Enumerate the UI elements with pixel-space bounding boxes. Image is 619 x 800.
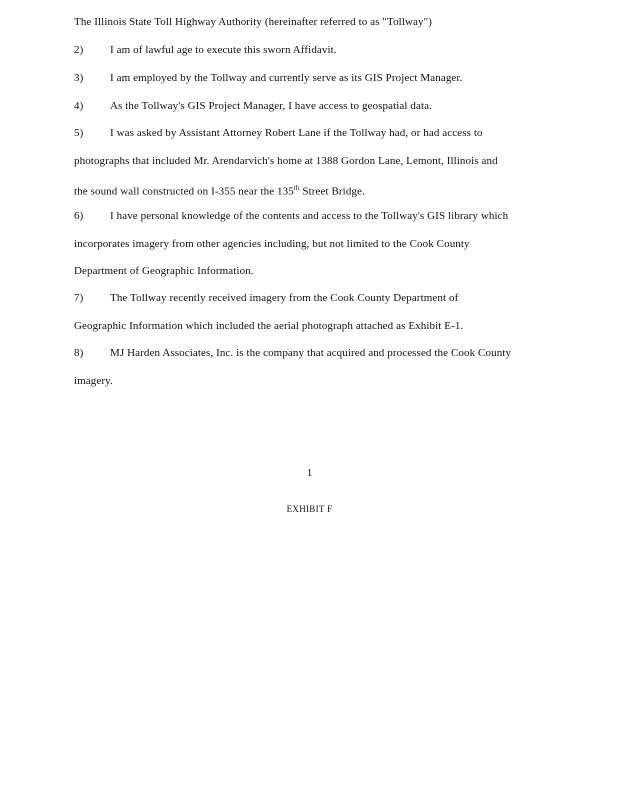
paragraph-text: I am of lawful age to execute this sworn Affidavit.: [110, 44, 337, 56]
line-text: Department of Geographic Information.: [74, 265, 254, 277]
paragraph-2: [74, 43, 337, 57]
line-text-after-sup: Street Bridge.: [299, 185, 365, 198]
paragraph-number: 3): [74, 72, 84, 84]
paragraph-3: [74, 71, 462, 85]
body-line-1: [74, 15, 432, 29]
body-line-7: [74, 181, 365, 199]
body-line-9: [74, 237, 470, 251]
paragraph-text: I have personal knowledge of the contents and access to the Tollway's GIS library which: [110, 210, 509, 222]
body-line-10: [74, 264, 254, 278]
paragraph-number: 4): [74, 100, 84, 112]
paragraph-text: I was asked by Assistant Attorney Robert Lane if the Tollway had, or had access to: [110, 127, 483, 139]
paragraph-number: 6): [74, 210, 84, 222]
paragraph-8: [74, 346, 511, 360]
paragraph-number: 2): [74, 44, 84, 56]
exhibit-label: EXHIBIT F: [286, 504, 333, 514]
line-text: The Illinois State Toll Highway Authority (hereinafter referred to as "Tollway"): [74, 16, 432, 28]
line-text: Geographic Information which included the aerial photograph attached as Exhibit E-1.: [74, 320, 464, 332]
line-text: incorporates imagery from other agencies including, but not limited to the Cook County: [74, 238, 470, 250]
paragraph-text: The Tollway recently received imagery from the Cook County Department of: [110, 292, 459, 304]
body-line-12: [74, 319, 463, 333]
paragraph-text: As the Tollway's GIS Project Manager, I have access to geospatial data.: [110, 100, 432, 112]
paragraph-5: [74, 126, 483, 140]
line-text-before-sup: the sound wall constructed on I-355 near the 135: [74, 185, 294, 198]
paragraph-7: [74, 291, 458, 305]
paragraph-text: MJ Harden Associates, Inc. is the company that acquired and processed the Cook County: [110, 347, 512, 359]
ordinal-suffix: th: [293, 184, 300, 192]
paragraph-number: 8): [74, 347, 84, 359]
line-text: photographs that included Mr. Arendarvich's home at 1388 Gordon Lane, Lemont, Illinois and: [74, 155, 498, 167]
paragraph-number: 5): [74, 127, 84, 139]
paragraph-6: [74, 209, 508, 223]
line-text: imagery.: [74, 375, 113, 387]
body-line-6: [74, 154, 498, 168]
paragraph-text: I am employed by the Tollway and currently serve as its GIS Project Manager.: [110, 72, 463, 84]
paragraph-4: [74, 99, 432, 113]
page-number: 1: [306, 467, 313, 479]
paragraph-number: 7): [74, 292, 84, 304]
body-line-14: [74, 374, 113, 388]
